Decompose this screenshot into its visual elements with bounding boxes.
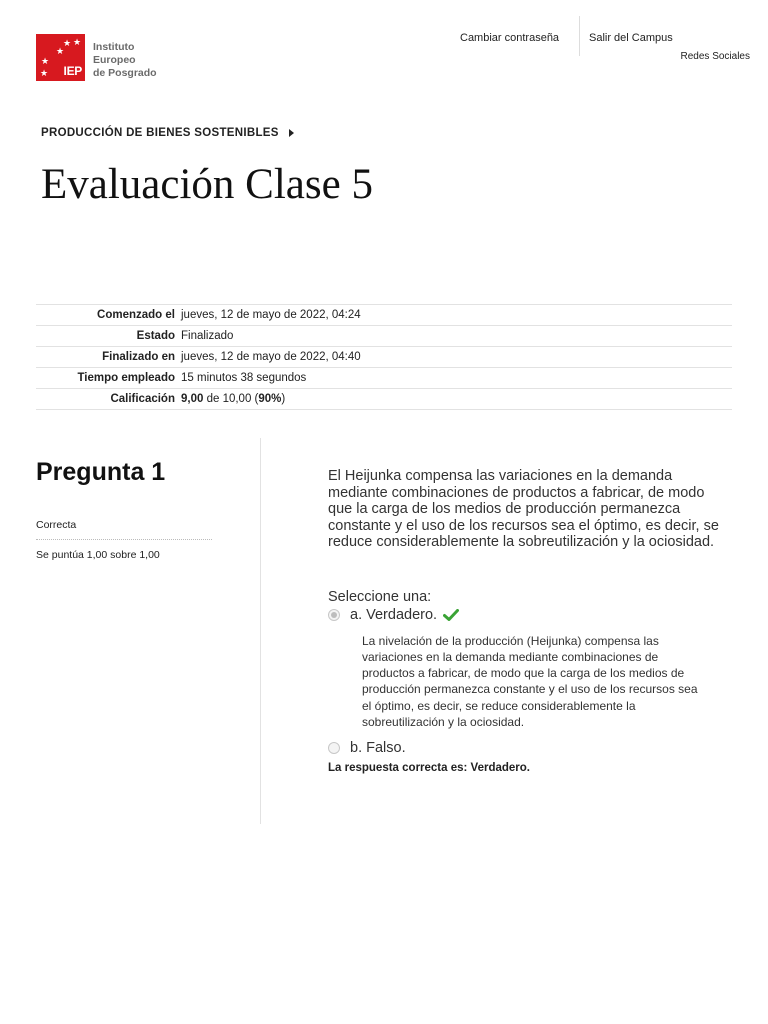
row-value: jueves, 12 de mayo de 2022, 04:40 xyxy=(181,351,361,363)
row-label: Calificación xyxy=(110,393,175,405)
row-value: 15 minutos 38 segundos xyxy=(181,372,307,384)
question-content xyxy=(328,468,723,774)
exit-campus-link[interactable]: Salir del Campus xyxy=(589,32,673,44)
logo-line: Instituto xyxy=(93,41,135,53)
star-icon: ★ xyxy=(41,56,50,66)
option-label: a. Verdadero. xyxy=(350,606,438,623)
table-row xyxy=(36,305,732,326)
answer-option-a[interactable] xyxy=(328,607,723,623)
table-row xyxy=(36,347,732,368)
row-value: jueves, 12 de mayo de 2022, 04:24 xyxy=(181,309,361,321)
answer-option-b[interactable] xyxy=(328,740,723,756)
grade-of: de 10,00 ( xyxy=(203,393,259,405)
check-icon xyxy=(443,609,459,621)
iep-logo[interactable] xyxy=(36,34,157,81)
caret-right-icon xyxy=(289,129,294,137)
table-row xyxy=(36,368,732,389)
question-grade: Se puntúa 1,00 sobre 1,00 xyxy=(36,549,160,561)
column-divider xyxy=(260,438,261,824)
social-networks-link[interactable]: Redes Sociales xyxy=(680,51,750,62)
star-icon: ★ xyxy=(73,37,82,47)
row-label: Comenzado el xyxy=(97,309,175,321)
answer-feedback: La nivelación de la producción (Heijunka) compensa las variaciones en la demanda mediante combinaciones de productos a fabricar, de modo que la carga de los medios de producción permanezca constante y el uso de los recursos sea el óptimo, es decir, se reduce considerablemente la sobreutilización y la ociosidad. xyxy=(362,633,698,729)
question-info xyxy=(36,458,212,561)
question-number: Pregunta 1 xyxy=(36,458,166,486)
star-icon: ★ xyxy=(40,68,49,78)
grade-percent: 90% xyxy=(258,393,282,405)
breadcrumb-course[interactable]: PRODUCCIÓN DE BIENES SOSTENIBLES xyxy=(41,127,279,139)
grade-value xyxy=(181,389,732,410)
row-label: Estado xyxy=(136,330,175,342)
logo-mark xyxy=(36,34,85,81)
logo-acronym: IEP xyxy=(63,64,82,78)
grade-score: 9,00 xyxy=(181,393,204,405)
breadcrumb[interactable] xyxy=(41,127,294,139)
logo-wordmark xyxy=(93,41,157,80)
top-navigation xyxy=(460,30,750,90)
question-state: Correcta xyxy=(36,519,212,540)
radio-unselected[interactable] xyxy=(328,742,340,754)
radio-selected[interactable] xyxy=(328,609,340,621)
star-icon: ★ xyxy=(63,38,72,48)
row-label: Tiempo empleado xyxy=(77,372,175,384)
logo-line: de Posgrado xyxy=(93,67,157,79)
right-answer: La respuesta correcta es: Verdadero. xyxy=(328,762,530,775)
option-label: b. Falso. xyxy=(350,740,406,757)
grade-close: ) xyxy=(281,393,286,405)
star-icon: ★ xyxy=(56,46,65,56)
table-row xyxy=(36,389,732,410)
row-label: Finalizado en xyxy=(102,351,175,363)
page-title: Evaluación Clase 5 xyxy=(41,161,373,208)
logo-line: Europeo xyxy=(93,54,136,66)
table-row xyxy=(36,326,732,347)
question-text: El Heijunka compensa las variaciones en la demanda mediante combinaciones de productos a fabricar, de modo que la carga de los medios de producción permanezca constante y el uso de los recursos sea el óptimo, es decir, se reduce considerablemente la sobreutilización y la ociosidad. xyxy=(328,468,719,550)
divider xyxy=(579,16,580,56)
answer-prompt: Seleccione una: xyxy=(328,588,432,605)
change-password-link[interactable]: Cambiar contraseña xyxy=(460,32,560,44)
attempt-summary-table xyxy=(36,304,732,410)
row-value: Finalizado xyxy=(181,330,234,342)
